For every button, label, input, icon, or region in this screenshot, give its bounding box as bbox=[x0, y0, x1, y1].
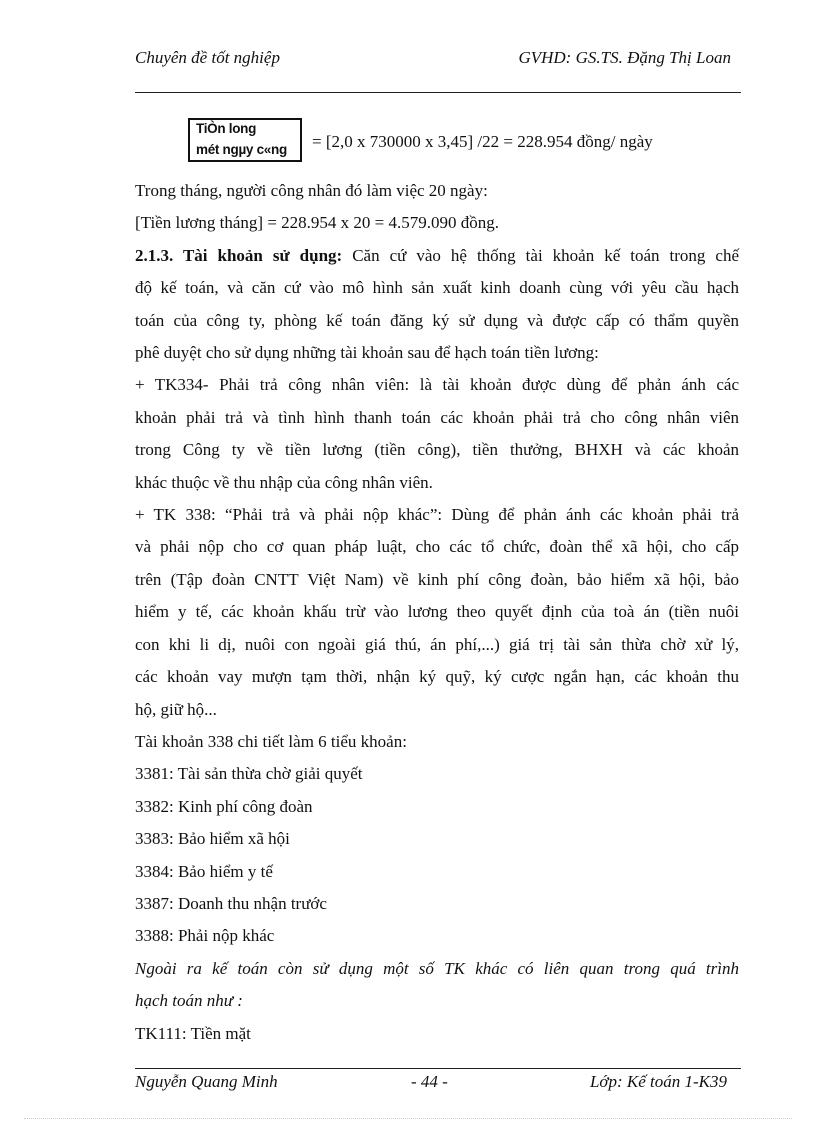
page-number: - 44 - bbox=[411, 1072, 448, 1091]
sub-account-item: 3381: Tài sản thừa chờ giải quyết bbox=[135, 764, 363, 784]
wage-formula bbox=[188, 118, 748, 164]
formula-bracket bbox=[188, 118, 302, 162]
paragraph-sub-accounts-intro: Tài khoản 338 chi tiết làm 6 tiểu khoản: bbox=[135, 731, 407, 751]
document-body bbox=[135, 175, 739, 1050]
text-line: độ kế toán, và căn cứ vào mô hình sản xuất kinh doanh cùng với yêu cầu hạch bbox=[135, 278, 739, 298]
footer-author: Nguyễn Quang Minh bbox=[135, 1072, 278, 1091]
text-line: trong Công ty về tiền lương (tiền công), tiền thưởng, BHXH và các khoản bbox=[135, 440, 739, 460]
sub-account-item: 3383: Bảo hiểm xã hội bbox=[135, 829, 290, 849]
paragraph-other-accounts: Ngoài ra kế toán còn sử dụng một số TK khác có liên quan trong quá trình bbox=[135, 958, 739, 978]
text-line: hộ, giữ hộ... bbox=[135, 699, 217, 719]
text-line: khác thuộc về thu nhập của công nhân viên. bbox=[135, 472, 433, 492]
text-line: trên (Tập đoàn CNTT Việt Nam) về kinh phí công đoàn, bảo hiểm xã hội, bảo bbox=[135, 569, 739, 589]
paragraph-tk111: TK111: Tiền mặt bbox=[135, 1023, 251, 1043]
paragraph-tk338: + TK 338: “Phải trả và phải nộp khác”: Dùng để phản ánh các khoản phải trả bbox=[135, 505, 739, 525]
paragraph-work-days: Trong tháng, người công nhân đó làm việc 20 ngày: bbox=[135, 181, 488, 200]
sub-account-item: 3382: Kinh phí công đoàn bbox=[135, 796, 313, 816]
bracket-line-2: mét ngµy c«ng bbox=[196, 142, 287, 157]
sub-account-item: 3387: Doanh thu nhận trước bbox=[135, 893, 327, 913]
page-bottom-edge bbox=[24, 1118, 792, 1119]
text-line: con khi li dị, nuôi con ngoài giá thú, án phí,...) giá trị tài sản thừa chờ xử lý, bbox=[135, 634, 739, 654]
text-line: hiểm y tế, các khoản khấu trừ vào lương theo quyết định của toà án (tiền nuôi bbox=[135, 602, 739, 622]
header-supervisor: GVHD: GS.TS. Đặng Thị Loan bbox=[518, 48, 731, 67]
text-line: Căn cứ vào hệ thống tài khoản kế toán trong chế bbox=[352, 245, 739, 265]
footer-divider bbox=[135, 1068, 741, 1069]
text-line: toán của công ty, phòng kế toán đăng ký sử dụng và được cấp có thẩm quyền bbox=[135, 310, 739, 330]
paragraph-monthly-wage: [Tiền lương tháng] = 228.954 x 20 = 4.579.090 đồng. bbox=[135, 213, 499, 233]
sub-account-item: 3384: Bảo hiểm y tế bbox=[135, 861, 273, 881]
section-heading: 2.1.3. Tài khoản sử dụng: bbox=[135, 245, 343, 265]
paragraph-tk334: + TK334- Phải trả công nhân viên: là tài khoản được dùng để phản ánh các bbox=[135, 375, 739, 395]
bracket-line-1: TiÒn long bbox=[196, 121, 257, 136]
formula-equation: = [2,0 x 730000 x 3,45] /22 = 228.954 đồng/ ngày bbox=[312, 132, 653, 151]
header-thesis-title: Chuyên đề tốt nghiệp bbox=[135, 48, 280, 67]
text-line: khoản phải trả và tình hình thanh toán các khoản phải trả cho công nhân viên bbox=[135, 407, 739, 427]
footer-class: Lớp: Kế toán 1-K39 bbox=[589, 1072, 727, 1091]
text-line: phê duyệt cho sử dụng những tài khoản sau để hạch toán tiền lương: bbox=[135, 343, 599, 363]
header-divider bbox=[135, 92, 741, 93]
text-line: các khoản vay mượn tạm thời, nhận ký quỹ, ký cược ngắn hạn, các khoản thu bbox=[135, 667, 739, 687]
text-line: hạch toán như : bbox=[135, 991, 243, 1011]
sub-account-item: 3388: Phải nộp khác bbox=[135, 926, 275, 946]
paragraph-accounts-used bbox=[135, 240, 739, 272]
text-line: và phải nộp cho cơ quan pháp luật, cho các tổ chức, đoàn thể xã hội, cho cấp bbox=[135, 537, 739, 557]
